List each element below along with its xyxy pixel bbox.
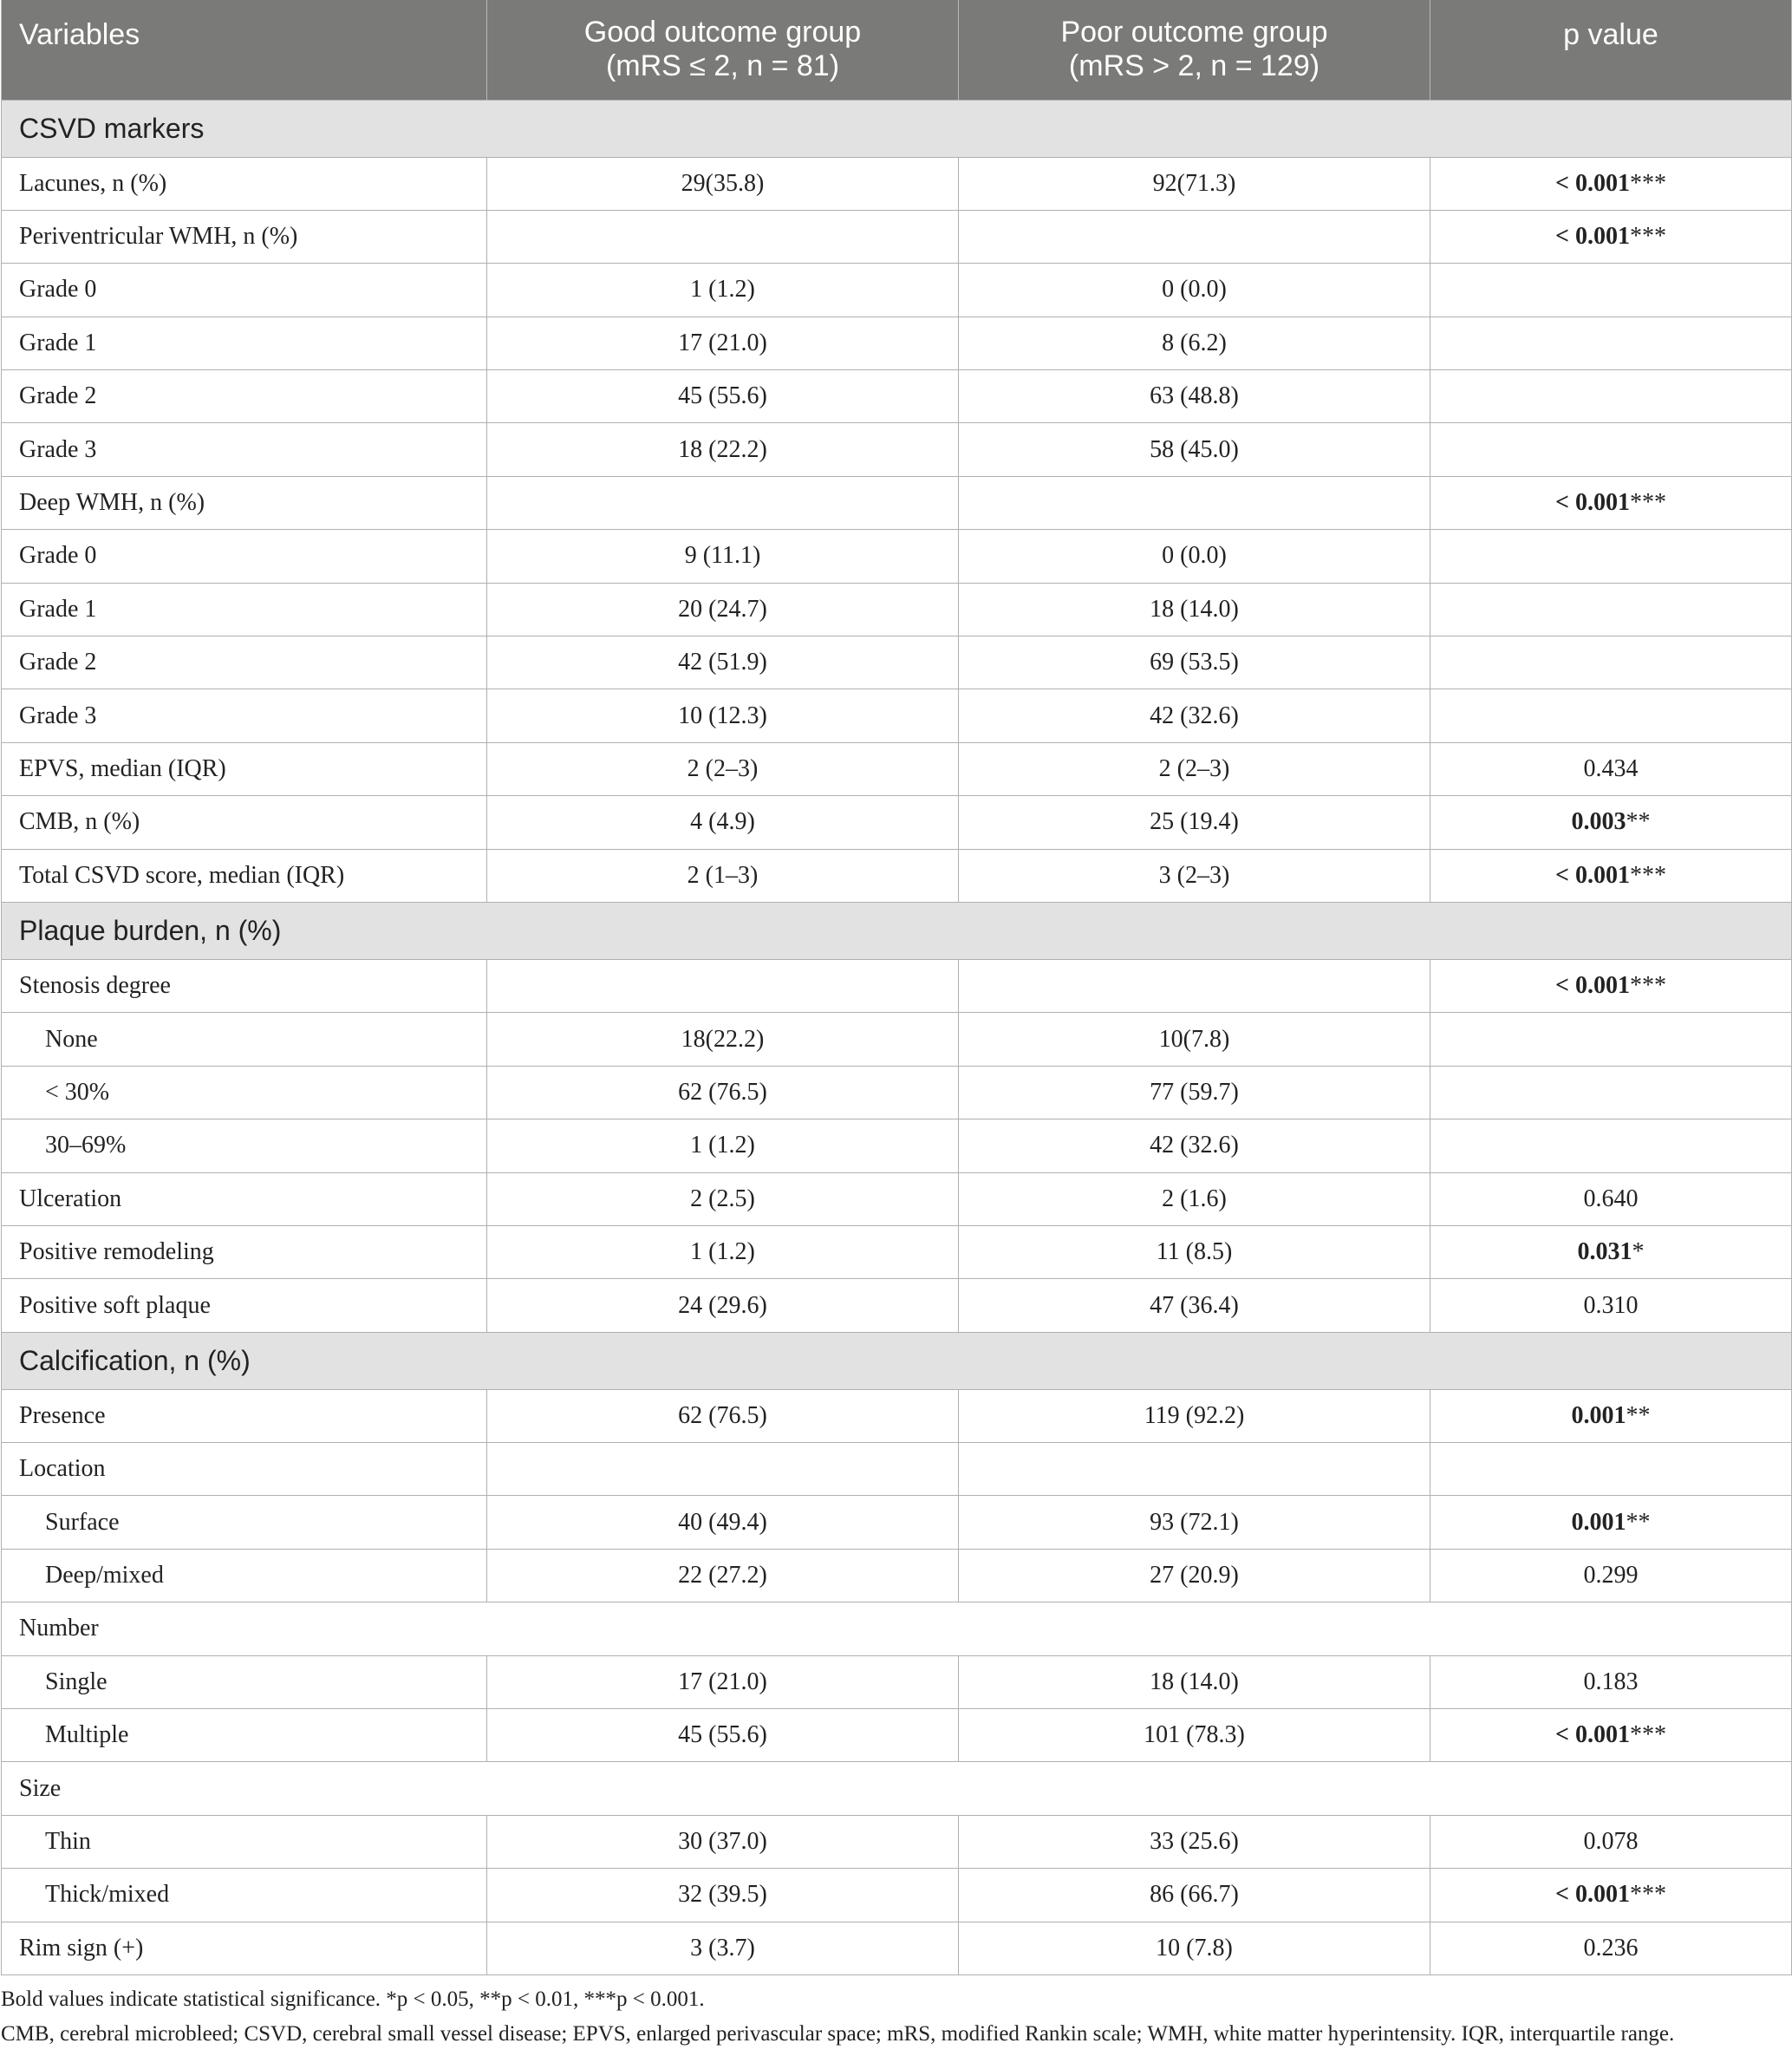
p-value-cell <box>1430 1709 1792 1762</box>
variable-cell: Rim sign (+) <box>2 1922 487 1974</box>
significance-stars: ** <box>1626 1401 1651 1429</box>
p-value-text: < 0.001 <box>1555 861 1630 889</box>
variable-cell: Grade 1 <box>2 583 487 636</box>
section-label: Calcification, n (%) <box>2 1332 1792 1389</box>
section-row <box>2 902 1792 959</box>
poor-outcome-cell: 18 (14.0) <box>959 583 1430 636</box>
table-row <box>2 1389 1792 1442</box>
table-row <box>2 1225 1792 1278</box>
p-value-text: < 0.001 <box>1555 223 1630 251</box>
p-value-text: 0.299 <box>1583 1562 1639 1589</box>
poor-outcome-cell <box>959 210 1430 263</box>
poor-outcome-cell: 58 (45.0) <box>959 423 1430 476</box>
poor-outcome-cell: 47 (36.4) <box>959 1279 1430 1332</box>
header-poor-title: Poor outcome group <box>1060 16 1328 49</box>
table-row <box>2 1496 1792 1549</box>
p-value-cell <box>1430 1869 1792 1922</box>
good-outcome-cell <box>487 476 959 529</box>
significance-stars: *** <box>1629 861 1666 889</box>
variable-cell: Grade 3 <box>2 689 487 742</box>
section-row <box>2 1332 1792 1389</box>
poor-outcome-cell: 69 (53.5) <box>959 636 1430 689</box>
table-row <box>2 1922 1792 1974</box>
table-row <box>2 796 1792 849</box>
good-outcome-cell: 62 (76.5) <box>487 1066 959 1119</box>
good-outcome-cell: 1 (1.2) <box>487 1119 959 1172</box>
p-value-text: < 0.001 <box>1555 489 1630 517</box>
good-outcome-cell: 42 (51.9) <box>487 636 959 689</box>
good-outcome-cell: 18(22.2) <box>487 1013 959 1066</box>
poor-outcome-cell <box>959 1443 1430 1496</box>
header-poor-outcome <box>959 0 1430 100</box>
p-value-cell <box>1430 1066 1792 1119</box>
significance-stars: *** <box>1629 489 1666 517</box>
good-outcome-cell: 2 (2–3) <box>487 742 959 795</box>
p-value-cell <box>1430 1549 1792 1602</box>
table-row <box>2 1869 1792 1922</box>
poor-outcome-cell: 119 (92.2) <box>959 1389 1430 1442</box>
poor-outcome-cell: 2 (2–3) <box>959 742 1430 795</box>
section-label: Plaque burden, n (%) <box>2 902 1792 959</box>
variable-cell: Multiple <box>2 1709 487 1762</box>
variable-cell: Positive remodeling <box>2 1225 487 1278</box>
table-row <box>2 1172 1792 1225</box>
poor-outcome-cell: 0 (0.0) <box>959 264 1430 317</box>
poor-outcome-cell: 77 (59.7) <box>959 1066 1430 1119</box>
poor-outcome-cell: 10 (7.8) <box>959 1922 1430 1974</box>
poor-outcome-cell: 93 (72.1) <box>959 1496 1430 1549</box>
p-value-cell <box>1430 476 1792 529</box>
good-outcome-cell: 3 (3.7) <box>487 1922 959 1974</box>
good-outcome-cell: 1 (1.2) <box>487 1225 959 1278</box>
good-outcome-cell: 17 (21.0) <box>487 317 959 369</box>
p-value-text: 0.434 <box>1583 754 1639 782</box>
poor-outcome-cell: 63 (48.8) <box>959 370 1430 423</box>
variable-cell: Periventricular WMH, n (%) <box>2 210 487 263</box>
variable-cell: Thin <box>2 1815 487 1868</box>
good-outcome-cell: 2 (2.5) <box>487 1172 959 1225</box>
p-value-text: 0.078 <box>1583 1828 1639 1856</box>
p-value-cell <box>1430 1496 1792 1549</box>
p-value-text: < 0.001 <box>1555 972 1630 1000</box>
p-value-cell <box>1430 157 1792 210</box>
significance-stars: *** <box>1629 223 1666 251</box>
poor-outcome-cell: 25 (19.4) <box>959 796 1430 849</box>
variable-cell: Deep/mixed <box>2 1549 487 1602</box>
table-row <box>2 583 1792 636</box>
good-outcome-cell: 24 (29.6) <box>487 1279 959 1332</box>
good-outcome-cell: 9 (11.1) <box>487 530 959 583</box>
table-row <box>2 210 1792 263</box>
table-row <box>2 689 1792 742</box>
p-value-text: 0.640 <box>1583 1185 1639 1212</box>
header-variables: Variables <box>2 0 487 100</box>
p-value-text: 0.310 <box>1583 1291 1639 1319</box>
variable-cell: Ulceration <box>2 1172 487 1225</box>
significance-stars: ** <box>1626 1508 1651 1536</box>
good-outcome-cell: 20 (24.7) <box>487 583 959 636</box>
table-row <box>2 1815 1792 1868</box>
good-outcome-cell: 17 (21.0) <box>487 1655 959 1708</box>
good-outcome-cell: 45 (55.6) <box>487 370 959 423</box>
table-body <box>2 100 1792 1975</box>
p-value-cell <box>1430 1225 1792 1278</box>
good-outcome-cell: 2 (1–3) <box>487 849 959 902</box>
p-value-cell <box>1430 1815 1792 1868</box>
p-value-text: 0.001 <box>1571 1508 1626 1536</box>
table-row <box>2 317 1792 369</box>
poor-outcome-cell: 101 (78.3) <box>959 1709 1430 1762</box>
table-row <box>2 264 1792 317</box>
variable-cell: Positive soft plaque <box>2 1279 487 1332</box>
p-value-text: 0.183 <box>1583 1668 1639 1695</box>
p-value-cell <box>1430 636 1792 689</box>
header-good-outcome <box>487 0 959 100</box>
p-value-cell <box>1430 689 1792 742</box>
variable-cell: CMB, n (%) <box>2 796 487 849</box>
good-outcome-cell: 32 (39.5) <box>487 1869 959 1922</box>
p-value-cell <box>1430 370 1792 423</box>
results-table <box>1 0 1792 1975</box>
table-row <box>2 636 1792 689</box>
poor-outcome-cell: 92(71.3) <box>959 157 1430 210</box>
table-row <box>2 423 1792 476</box>
table-row <box>2 742 1792 795</box>
poor-outcome-cell: 27 (20.9) <box>959 1549 1430 1602</box>
p-value-cell <box>1430 1119 1792 1172</box>
p-value-text: < 0.001 <box>1555 1721 1630 1749</box>
p-value-cell <box>1430 1389 1792 1442</box>
p-value-text: 0.001 <box>1571 1401 1626 1429</box>
p-value-cell <box>1430 264 1792 317</box>
variable-cell: Location <box>2 1443 487 1496</box>
poor-outcome-cell: 86 (66.7) <box>959 1869 1430 1922</box>
p-value-cell <box>1430 742 1792 795</box>
variable-cell: Single <box>2 1655 487 1708</box>
table-row <box>2 370 1792 423</box>
variable-cell: Grade 3 <box>2 423 487 476</box>
variable-cell: None <box>2 1013 487 1066</box>
section-label: CSVD markers <box>2 100 1792 157</box>
p-value-text: 0.236 <box>1583 1934 1639 1961</box>
good-outcome-cell <box>487 1443 959 1496</box>
p-value-cell <box>1430 1443 1792 1496</box>
variable-cell: Grade 2 <box>2 636 487 689</box>
variable-cell: Number <box>2 1602 1792 1655</box>
good-outcome-cell: 10 (12.3) <box>487 689 959 742</box>
table-header <box>2 0 1792 100</box>
p-value-cell <box>1430 1013 1792 1066</box>
table-row <box>2 1709 1792 1762</box>
table-row <box>2 476 1792 529</box>
variable-cell: Deep WMH, n (%) <box>2 476 487 529</box>
significance-stars: * <box>1632 1238 1645 1266</box>
p-value-text: 0.003 <box>1571 808 1626 836</box>
poor-outcome-cell: 3 (2–3) <box>959 849 1430 902</box>
table-row <box>2 1119 1792 1172</box>
section-row <box>2 100 1792 157</box>
p-value-text: 0.031 <box>1577 1238 1632 1266</box>
table-row <box>2 959 1792 1012</box>
p-value-cell <box>1430 530 1792 583</box>
variable-cell: Grade 0 <box>2 530 487 583</box>
p-value-cell <box>1430 849 1792 902</box>
poor-outcome-cell: 0 (0.0) <box>959 530 1430 583</box>
p-value-text: < 0.001 <box>1555 169 1630 197</box>
header-good-title: Good outcome group <box>583 16 862 49</box>
p-value-cell <box>1430 210 1792 263</box>
significance-stars: *** <box>1629 1881 1666 1909</box>
good-outcome-cell <box>487 210 959 263</box>
p-value-cell <box>1430 1279 1792 1332</box>
variable-cell: EPVS, median (IQR) <box>2 742 487 795</box>
variable-cell: Surface <box>2 1496 487 1549</box>
p-value-cell <box>1430 317 1792 369</box>
header-good-subtitle: (mRS ≤ 2, n = 81) <box>605 49 840 83</box>
p-value-cell <box>1430 1172 1792 1225</box>
good-outcome-cell: 1 (1.2) <box>487 264 959 317</box>
p-value-cell <box>1430 796 1792 849</box>
header-p-value: p value <box>1430 0 1792 100</box>
variable-cell: Total CSVD score, median (IQR) <box>2 849 487 902</box>
variable-cell: Stenosis degree <box>2 959 487 1012</box>
poor-outcome-cell: 2 (1.6) <box>959 1172 1430 1225</box>
variable-cell: Grade 0 <box>2 264 487 317</box>
p-value-cell <box>1430 423 1792 476</box>
good-outcome-cell: 30 (37.0) <box>487 1815 959 1868</box>
poor-outcome-cell: 42 (32.6) <box>959 1119 1430 1172</box>
variable-cell: Grade 2 <box>2 370 487 423</box>
variable-cell: Grade 1 <box>2 317 487 369</box>
p-value-cell <box>1430 1922 1792 1974</box>
good-outcome-cell <box>487 959 959 1012</box>
table-row <box>2 1443 1792 1496</box>
table-row <box>2 1602 1792 1655</box>
poor-outcome-cell <box>959 959 1430 1012</box>
variable-cell: < 30% <box>2 1066 487 1119</box>
variable-cell: Lacunes, n (%) <box>2 157 487 210</box>
good-outcome-cell: 18 (22.2) <box>487 423 959 476</box>
table-row <box>2 1066 1792 1119</box>
good-outcome-cell: 4 (4.9) <box>487 796 959 849</box>
significance-stars: *** <box>1629 972 1666 1000</box>
variable-cell: 30–69% <box>2 1119 487 1172</box>
poor-outcome-cell: 8 (6.2) <box>959 317 1430 369</box>
variable-cell: Thick/mixed <box>2 1869 487 1922</box>
good-outcome-cell: 29(35.8) <box>487 157 959 210</box>
good-outcome-cell: 22 (27.2) <box>487 1549 959 1602</box>
variable-cell: Presence <box>2 1389 487 1442</box>
poor-outcome-cell: 18 (14.0) <box>959 1655 1430 1708</box>
footnote-abbreviations: CMB, cerebral microbleed; CSVD, cerebral small vessel disease; EPVS, enlarged perivascular space; mRS, modified Rankin scale; WMH, white matter hyperintensity. IQR, interquartile range. <box>1 2022 1675 2046</box>
table-row <box>2 1013 1792 1066</box>
footnote-significance: Bold values indicate statistical significance. *p < 0.05, **p < 0.01, ***p < 0.001. <box>1 1987 705 2011</box>
header-poor-subtitle: (mRS > 2, n = 129) <box>1068 49 1320 83</box>
good-outcome-cell: 45 (55.6) <box>487 1709 959 1762</box>
table-row <box>2 1279 1792 1332</box>
significance-stars: *** <box>1629 169 1666 197</box>
poor-outcome-cell: 42 (32.6) <box>959 689 1430 742</box>
poor-outcome-cell: 33 (25.6) <box>959 1815 1430 1868</box>
poor-outcome-cell: 10(7.8) <box>959 1013 1430 1066</box>
significance-stars: ** <box>1626 808 1651 836</box>
poor-outcome-cell <box>959 476 1430 529</box>
p-value-cell <box>1430 959 1792 1012</box>
good-outcome-cell: 40 (49.4) <box>487 1496 959 1549</box>
p-value-text: < 0.001 <box>1555 1881 1630 1909</box>
poor-outcome-cell: 11 (8.5) <box>959 1225 1430 1278</box>
good-outcome-cell: 62 (76.5) <box>487 1389 959 1442</box>
p-value-cell <box>1430 583 1792 636</box>
significance-stars: *** <box>1629 1721 1666 1749</box>
table-row <box>2 1549 1792 1602</box>
table-row <box>2 1655 1792 1708</box>
table-row <box>2 1762 1792 1815</box>
table-row <box>2 157 1792 210</box>
variable-cell: Size <box>2 1762 1792 1815</box>
p-value-cell <box>1430 1655 1792 1708</box>
table-row <box>2 849 1792 902</box>
table-row <box>2 530 1792 583</box>
